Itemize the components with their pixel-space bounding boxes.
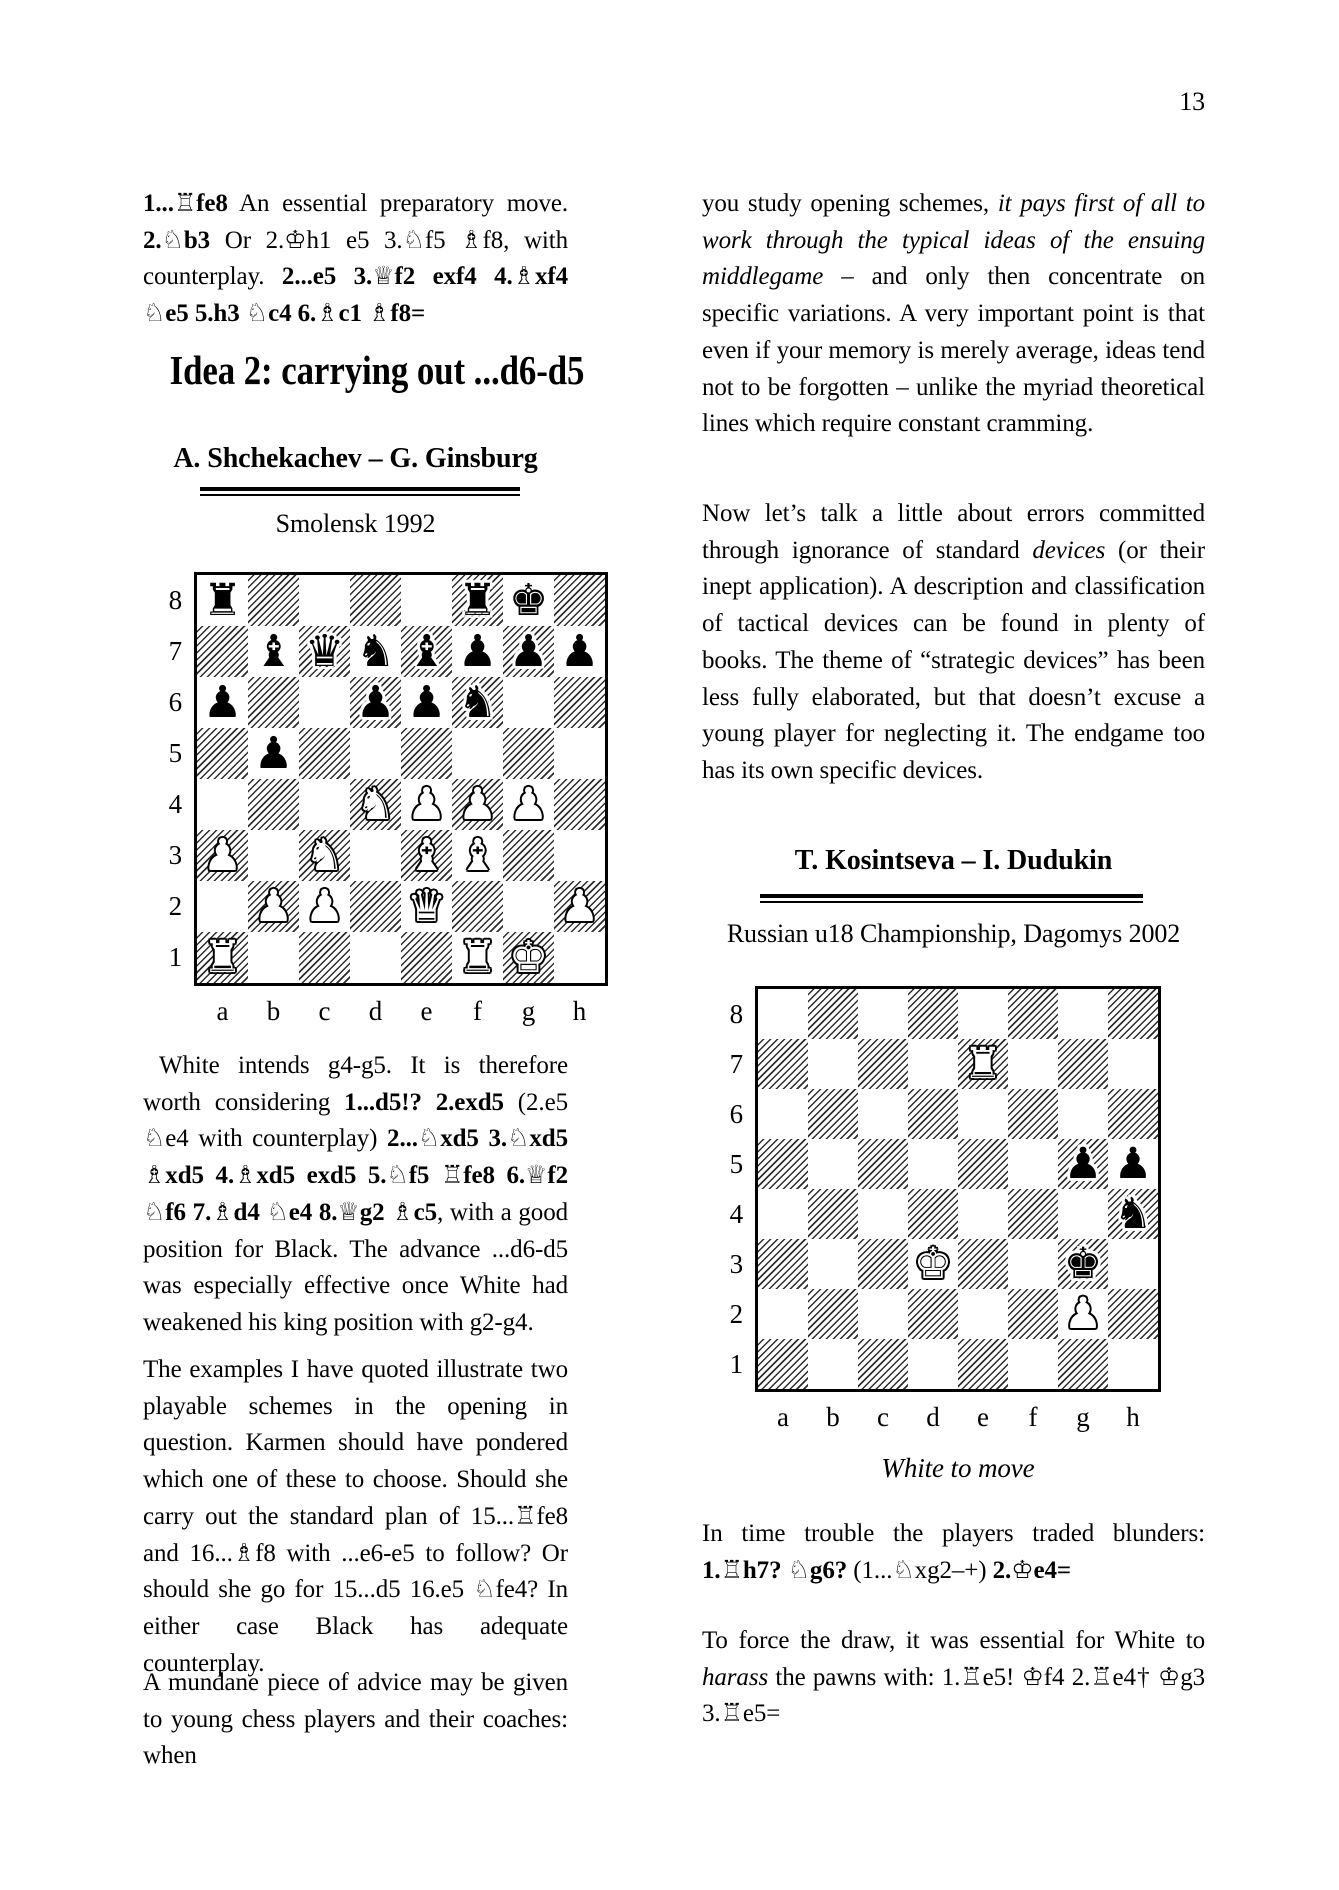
square-h6	[1108, 1089, 1158, 1139]
chess-board-1	[168, 575, 605, 1026]
square-d4	[908, 1189, 958, 1239]
chess-piece-bp-h7: ♟	[559, 626, 600, 677]
square-b7	[248, 626, 299, 677]
chess-piece-bq-c7: ♛	[304, 626, 345, 677]
square-b6	[808, 1089, 858, 1139]
double-rule	[760, 894, 1143, 903]
square-f8	[452, 575, 503, 626]
square-g4	[503, 779, 554, 830]
page-number: 13	[1179, 87, 1205, 116]
chess-piece-bp-g7: ♟	[508, 626, 549, 677]
chess-piece-wr-e7: ♜	[963, 1039, 1003, 1089]
rank-label-4: 4	[729, 1199, 743, 1229]
square-g4	[1058, 1189, 1108, 1239]
square-e8	[958, 989, 1008, 1039]
chess-piece-bp-e6: ♟	[406, 677, 447, 728]
chess-piece-wp-f4: ♟	[457, 779, 498, 830]
square-a8	[758, 989, 808, 1039]
file-label-h: h	[572, 996, 587, 1026]
square-d4	[350, 779, 401, 830]
square-f4	[1008, 1189, 1058, 1239]
square-b3	[808, 1239, 858, 1289]
square-c4	[299, 779, 350, 830]
chess-piece-wb-f3: ♝	[457, 830, 498, 881]
chess-piece-bn-h4: ♞	[1113, 1189, 1153, 1239]
chess-piece-wp-c2: ♟	[304, 881, 345, 932]
chess-piece-wp-h2: ♟	[559, 881, 600, 932]
rank-label-1: 1	[168, 942, 182, 972]
square-a3	[758, 1239, 808, 1289]
square-c1	[858, 1339, 908, 1389]
text-run: 1...♖fe8	[143, 190, 228, 217]
square-c6	[858, 1089, 908, 1139]
square-e6	[958, 1089, 1008, 1139]
chess-piece-br-f8: ♜	[457, 575, 498, 626]
square-f8	[1008, 989, 1058, 1039]
file-label-h: h	[1126, 1402, 1140, 1432]
square-f4	[452, 779, 503, 830]
square-a2	[197, 881, 248, 932]
commentary-paragraph	[143, 1352, 568, 1682]
square-a4	[197, 779, 248, 830]
square-a8	[197, 575, 248, 626]
square-a6	[758, 1089, 808, 1139]
draw-paragraph	[702, 1623, 1205, 1733]
square-c5	[299, 728, 350, 779]
chess-piece-bn-f6: ♞	[457, 677, 498, 728]
square-a5	[197, 728, 248, 779]
square-d6	[908, 1089, 958, 1139]
square-g8	[503, 575, 554, 626]
file-label-e: e	[420, 996, 433, 1026]
square-h3	[1108, 1239, 1158, 1289]
square-a5	[758, 1139, 808, 1189]
rank-label-1: 1	[729, 1349, 743, 1379]
square-c8	[299, 575, 350, 626]
text-run: devices	[1032, 536, 1106, 564]
square-d3	[350, 830, 401, 881]
match-event: Smolensk 1992	[275, 509, 436, 538]
square-d8	[350, 575, 401, 626]
file-label-g: g	[1076, 1402, 1090, 1432]
square-h7	[554, 626, 605, 677]
file-label-c: c	[318, 996, 331, 1026]
square-d8	[908, 989, 958, 1039]
square-d6	[350, 677, 401, 728]
rank-label-2: 2	[168, 891, 182, 921]
square-a3	[197, 830, 248, 881]
chess-piece-br-a8: ♜	[202, 575, 243, 626]
file-label-b: b	[266, 996, 281, 1026]
square-b6	[248, 677, 299, 728]
square-h4	[554, 779, 605, 830]
square-c3	[299, 830, 350, 881]
square-e3	[958, 1239, 1008, 1289]
square-e5	[401, 728, 452, 779]
chess-piece-wk-g1: ♚	[508, 932, 549, 983]
advice-paragraph	[143, 1665, 568, 1775]
file-label-d: d	[926, 1402, 940, 1432]
square-e1	[958, 1339, 1008, 1389]
square-h7	[1108, 1039, 1158, 1089]
chess-piece-wk-d3: ♚	[913, 1239, 953, 1289]
square-a1	[197, 932, 248, 983]
chess-piece-bk-g3: ♚	[1063, 1239, 1103, 1289]
file-labels	[758, 1402, 1158, 1432]
file-label-f: f	[1028, 1402, 1038, 1432]
square-a2	[758, 1289, 808, 1339]
rank-label-3: 3	[168, 840, 182, 870]
file-labels	[197, 996, 605, 1026]
square-h2	[1108, 1289, 1158, 1339]
square-g3	[1058, 1239, 1108, 1289]
rank-label-6: 6	[729, 1099, 743, 1129]
rank-label-7: 7	[168, 636, 182, 666]
square-f6	[452, 677, 503, 728]
text-run: The examples I have quoted illustrate two playable schemes in the opening in question. Karmen should have pondered which one of these to choose. Should she carry out the standard plan of 15...♖fe8 and 16...♗f8 with ...e6-e5 to follow? Or should she go for 15...d5 16.e5 ♘fe4? In either case Black has adequate counterplay.	[143, 1356, 568, 1677]
square-b4	[808, 1189, 858, 1239]
rank-label-2: 2	[729, 1299, 743, 1329]
square-e6	[401, 677, 452, 728]
text-run: 2.♔e4=	[992, 1556, 1072, 1584]
square-h3	[554, 830, 605, 881]
square-h2	[554, 881, 605, 932]
square-e7	[958, 1039, 1008, 1089]
chess-piece-wp-g4: ♟	[508, 779, 549, 830]
square-g2	[1058, 1289, 1108, 1339]
square-c8	[858, 989, 908, 1039]
text-run: – and only then concentrate on specific variations. A very important point is that even if your memory is merely average, ideas tend not to be forgotten – unlike the myriad theoretical lines which require constant cramming.	[702, 263, 1205, 438]
chess-piece-bb-b7: ♝	[253, 626, 294, 677]
text-run: the pawns with: 1.♖e5! ♔f4 2.♖e4† ♔g3 3.♖e5=	[702, 1663, 1205, 1728]
chess-piece-bp-d6: ♟	[355, 677, 396, 728]
square-e2	[958, 1289, 1008, 1339]
text-run: An essential preparatory move.	[227, 190, 568, 217]
square-d1	[908, 1339, 958, 1389]
square-f7	[1008, 1039, 1058, 1089]
chess-piece-bp-h5: ♟	[1113, 1139, 1153, 1189]
file-label-f: f	[473, 996, 482, 1026]
match-event: Russian u18 Championship, Dagomys 2002	[726, 919, 1181, 948]
square-b5	[248, 728, 299, 779]
text-run: 2...e5 3.♕f2 exf4 4.♗xf4 ♘e5 5.h3 ♘c4 6.♗c1 ♗f8=	[143, 263, 568, 328]
square-e4	[401, 779, 452, 830]
rank-label-6: 6	[168, 687, 182, 717]
text-run: you study opening schemes,	[702, 190, 998, 217]
square-d2	[350, 881, 401, 932]
chess-piece-bn-d7: ♞	[355, 626, 396, 677]
file-label-e: e	[977, 1402, 989, 1432]
square-g8	[1058, 989, 1108, 1039]
text-run: 2...♘xd5 3.♘xd5 ♗xd5 4.♗xd5 exd5 5.♘f5 ♖fe8 6.♕f2 ♘f6 7.♗d4 ♘e4 8.♕g2 ♗c5	[143, 1125, 568, 1226]
square-c3	[858, 1239, 908, 1289]
text-run: (or their inept application). A description and classification of tactical devices can be found in plenty of books. The theme of “strategic devices” has been less fully elaborated, but that doesn’t excuse a young player for neglecting it. The endgame too has its own specific devices.	[702, 536, 1205, 784]
square-c6	[299, 677, 350, 728]
file-label-d: d	[368, 996, 383, 1026]
square-a6	[197, 677, 248, 728]
square-d7	[908, 1039, 958, 1089]
square-d1	[350, 932, 401, 983]
square-e5	[958, 1139, 1008, 1189]
chess-piece-wn-c3: ♞	[304, 830, 345, 881]
square-b3	[248, 830, 299, 881]
chess-piece-wp-a3: ♟	[202, 830, 243, 881]
square-d3	[908, 1239, 958, 1289]
square-c2	[299, 881, 350, 932]
square-e4	[958, 1189, 1008, 1239]
square-e8	[401, 575, 452, 626]
square-c5	[858, 1139, 908, 1189]
square-b7	[808, 1039, 858, 1089]
file-label-b: b	[826, 1402, 840, 1432]
square-e3	[401, 830, 452, 881]
chess-piece-bk-g8: ♚	[508, 575, 549, 626]
square-f3	[452, 830, 503, 881]
square-d5	[350, 728, 401, 779]
square-g1	[1058, 1339, 1108, 1389]
section-heading-text: Idea 2: carrying out ...d6-d5	[169, 347, 585, 393]
rank-label-8: 8	[729, 999, 743, 1029]
file-label-c: c	[877, 1402, 889, 1432]
text-run: , with a good position for Black. The advance ...d6-d5 was especially effective once White had weakened his king position with g2-g4.	[143, 1198, 568, 1336]
square-g2	[503, 881, 554, 932]
study-paragraph	[702, 186, 1205, 443]
square-h8	[1108, 989, 1158, 1039]
square-g7	[1058, 1039, 1108, 1089]
rank-label-8: 8	[168, 585, 182, 615]
devices-paragraph	[702, 496, 1205, 790]
text-run: (1...♘xg2–+)	[847, 1556, 993, 1584]
text-run: 2.♘b3	[143, 226, 211, 254]
square-h4	[1108, 1189, 1158, 1239]
rank-label-5: 5	[729, 1149, 743, 1179]
square-c1	[299, 932, 350, 983]
square-c4	[858, 1189, 908, 1239]
square-g7	[503, 626, 554, 677]
square-b8	[808, 989, 858, 1039]
double-rule	[200, 487, 520, 496]
square-b1	[808, 1339, 858, 1389]
rank-label-7: 7	[729, 1049, 743, 1079]
text-run: In time trouble the players traded blunders:	[702, 1520, 1205, 1547]
text-run: 1.♖h7? ♘g6?	[702, 1556, 848, 1584]
chess-board-2	[729, 989, 1158, 1432]
square-g1	[503, 932, 554, 983]
chess-piece-bp-g5: ♟	[1063, 1139, 1103, 1189]
chess-piece-bp-a6: ♟	[202, 677, 243, 728]
square-f1	[1008, 1339, 1058, 1389]
square-h1	[1108, 1339, 1158, 1389]
match-players: T. Kosintseva – I. Dudukin	[794, 845, 1113, 876]
chess-piece-bp-b5: ♟	[253, 728, 294, 779]
rank-label-5: 5	[168, 738, 182, 768]
rank-label-4: 4	[168, 789, 182, 819]
text-run: To force the draw, it was essential for White to	[702, 1627, 1205, 1654]
chess-piece-wr-f1: ♜	[457, 932, 498, 983]
text-run: it pays first of all to work through the typical ideas of the ensuing middlegame	[702, 190, 1205, 291]
file-label-a: a	[777, 1402, 789, 1432]
square-f1	[452, 932, 503, 983]
analysis-paragraph	[143, 1048, 568, 1342]
section-heading	[133, 346, 585, 396]
square-f2	[1008, 1289, 1058, 1339]
rank-labels	[717, 989, 743, 1389]
square-a4	[758, 1189, 808, 1239]
notation-paragraph	[143, 186, 568, 333]
board-caption: White to move	[881, 1453, 1035, 1483]
square-b1	[248, 932, 299, 983]
square-f5	[1008, 1139, 1058, 1189]
square-h8	[554, 575, 605, 626]
text-run: 1...d5!? 2.exd5	[344, 1088, 504, 1116]
square-a7	[758, 1039, 808, 1089]
square-e7	[401, 626, 452, 677]
square-d5	[908, 1139, 958, 1189]
file-label-a: a	[216, 996, 229, 1026]
square-b8	[248, 575, 299, 626]
square-d2	[908, 1289, 958, 1339]
square-g5	[1058, 1139, 1108, 1189]
text-run: White intends g4-g5. It is therefore worth considering	[143, 1052, 568, 1116]
chess-piece-wr-a1: ♜	[202, 932, 243, 983]
chess-piece-wp-e4: ♟	[406, 779, 447, 830]
square-e1	[401, 932, 452, 983]
text-run: harass	[702, 1663, 769, 1691]
chess-piece-wq-e2: ♛	[406, 881, 447, 932]
square-f5	[452, 728, 503, 779]
square-b2	[808, 1289, 858, 1339]
chess-piece-wn-d4: ♞	[355, 779, 396, 830]
match-players: A. Shchekachev – G. Ginsburg	[173, 443, 538, 474]
square-h5	[554, 728, 605, 779]
square-h1	[554, 932, 605, 983]
square-f7	[452, 626, 503, 677]
square-b5	[808, 1139, 858, 1189]
square-f2	[452, 881, 503, 932]
square-a1	[758, 1339, 808, 1389]
text-run: Now let’s talk a little about errors committed through ignorance of standard	[702, 500, 1205, 564]
square-a7	[197, 626, 248, 677]
file-label-g: g	[521, 996, 536, 1026]
square-b4	[248, 779, 299, 830]
square-h6	[554, 677, 605, 728]
text-run: A mundane piece of advice may be given to young chess players and their coaches: when	[143, 1669, 568, 1770]
text-run: Or 2.♔h1 e5 3.♘f5 ♗f8, with counterplay.	[143, 226, 568, 291]
square-f6	[1008, 1089, 1058, 1139]
blunders-paragraph	[702, 1516, 1205, 1589]
square-g5	[503, 728, 554, 779]
square-g6	[1058, 1089, 1108, 1139]
rank-label-3: 3	[729, 1249, 743, 1279]
square-e2	[401, 881, 452, 932]
chess-piece-wp-b2: ♟	[253, 881, 294, 932]
square-c2	[858, 1289, 908, 1339]
square-d7	[350, 626, 401, 677]
square-h5	[1108, 1139, 1158, 1189]
text-run: (2.e5 ♘e4 with counterplay)	[143, 1088, 568, 1153]
square-b2	[248, 881, 299, 932]
square-g3	[503, 830, 554, 881]
chess-piece-wp-g2: ♟	[1063, 1289, 1103, 1339]
chess-piece-bp-f7: ♟	[457, 626, 498, 677]
rank-labels	[156, 575, 182, 983]
chess-piece-bb-e7: ♝	[406, 626, 447, 677]
square-c7	[858, 1039, 908, 1089]
square-g6	[503, 677, 554, 728]
chess-piece-wb-e3: ♝	[406, 830, 447, 881]
square-c7	[299, 626, 350, 677]
square-f3	[1008, 1239, 1058, 1289]
